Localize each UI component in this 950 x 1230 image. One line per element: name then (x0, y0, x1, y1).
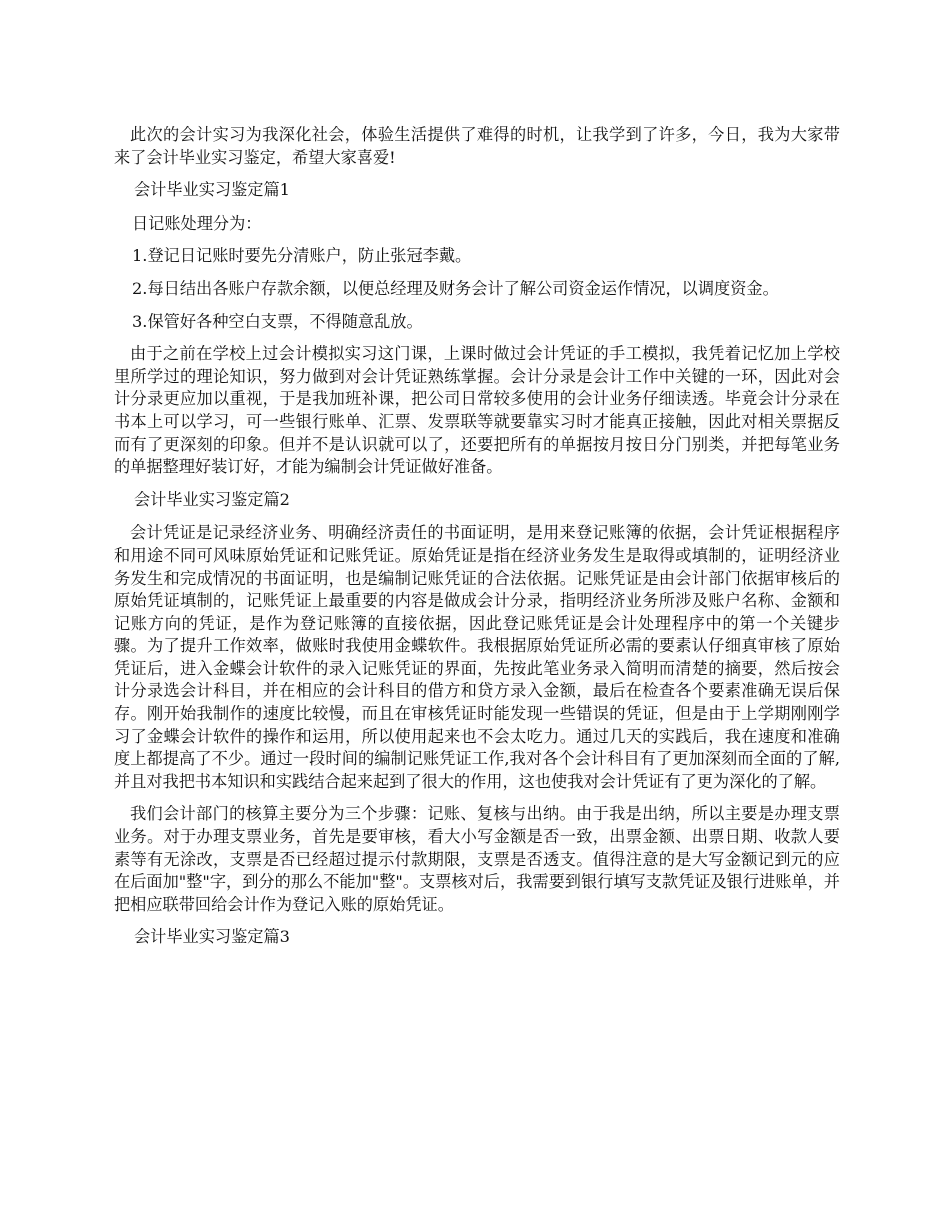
section-heading-1: 会计毕业实习鉴定篇1 (134, 180, 290, 200)
document-body (114, 124, 840, 960)
section-heading-2: 会计毕业实习鉴定篇2 (134, 489, 290, 509)
journal-title: 日记账处理分为： (132, 213, 262, 233)
paragraph-2: 会计凭证是记录经济业务、明确经济责任的书面证明，是用来登记账簿的依据，会计凭证根据程序和用途不同可风味原始凭证和记账凭证。原始凭证是指在经济业务发生是取得或填制的，证明经济业务发生和完成情况的书面证明，也是编制记账凭证的合法依据。记账凭证是由会计部门依据审核后的原始凭证填制的，记账凭证上最重要的内容是做成会计分录，指明经济业务所涉及账户名称、金额和记账方向的凭证，是作为登记账簿的直接依据，因此登记账凭证是会计处理程序中的第一个关键步骤。为了提升工作效率，做账时我使用金蝶软件。我根据原始凭证所必需的要素认仔细真审核了原始凭证后，进入金蝶会计软件的录入记账凭证的界面，先按此笔业务录入简明而清楚的摘要，然后按会计分录选会计科目，并在相应的会计科目的借方和贷方录入金额，最后在检查各个要素准确无误后保存。刚开始我制作的速度比较慢，而且在审核凭证时能发现一些错误的凭证，但是由于上学期刚刚学习了金蝶会计软件的操作和运用，所以使用起来也不会太吃力。通过几天的实践后，我在速度和准确度上都提高了不少。通过一段时间的编制记账凭证工作,我对各个会计科目有了更加深刻而全面的了解,并且对我把书本知识和实践结合起来起到了很大的作用，这也使我对会计凭证有了更为深化的了解。 (114, 523, 840, 791)
section-heading-3: 会计毕业实习鉴定篇3 (134, 927, 290, 947)
intro-paragraph: 此次的会计实习为我深化社会，体验生活提供了难得的时机，让我学到了许多，今日，我为大家带来了会计毕业实习鉴定，希望大家喜爱! (114, 125, 840, 167)
paragraph-1: 由于之前在学校上过会计模拟实习这门课，上课时做过会计凭证的手工模拟，我凭着记忆加上学校里所学过的理论知识，努力做到对会计凭证熟练掌握。会计分录是会计工作中关键的一环，因此对会计分录更应加以重视，于是我加班补课，把公司日常较多使用的会计业务仔细读透。毕竟会计分录在书本上可以学习，可一些银行账单、汇票、发票联等就要靠实习时才能真正接触，因此对相关票据反而有了更深刻的印象。但并不是认识就可以了，还要把所有的单据按月按日分门别类，并把每笔业务的单据整理好装订好，才能为编制会计凭证做好准备。 (114, 344, 840, 477)
list-item-3: 3.保管好各种空白支票，不得随意乱放。 (132, 311, 423, 331)
list-item-2: 2.每日结出各账户存款余额，以便总经理及财务会计了解公司资金运作情况，以调度资金。 (132, 278, 779, 298)
paragraph-3: 我们会计部门的核算主要分为三个步骤：记账、复核与出纳。由于我是出纳，所以主要是办理支票业务。对于办理支票业务，首先是要审核，看大小写金额是否一致，出票金额、出票日期、收款人要素等有无涂改，支票是否已经超过提示付款期限，支票是否透支。值得注意的是大写金额记到元的应在后面加"整"字，到分的那么不能加"整"。支票核对后，我需要到银行填写支款凭证及银行进账单，并把相应联带回给会计作为登记入账的原始凭证。 (114, 804, 840, 914)
list-item-1: 1.登记日记账时要先分清账户，防止张冠李戴。 (132, 246, 472, 266)
